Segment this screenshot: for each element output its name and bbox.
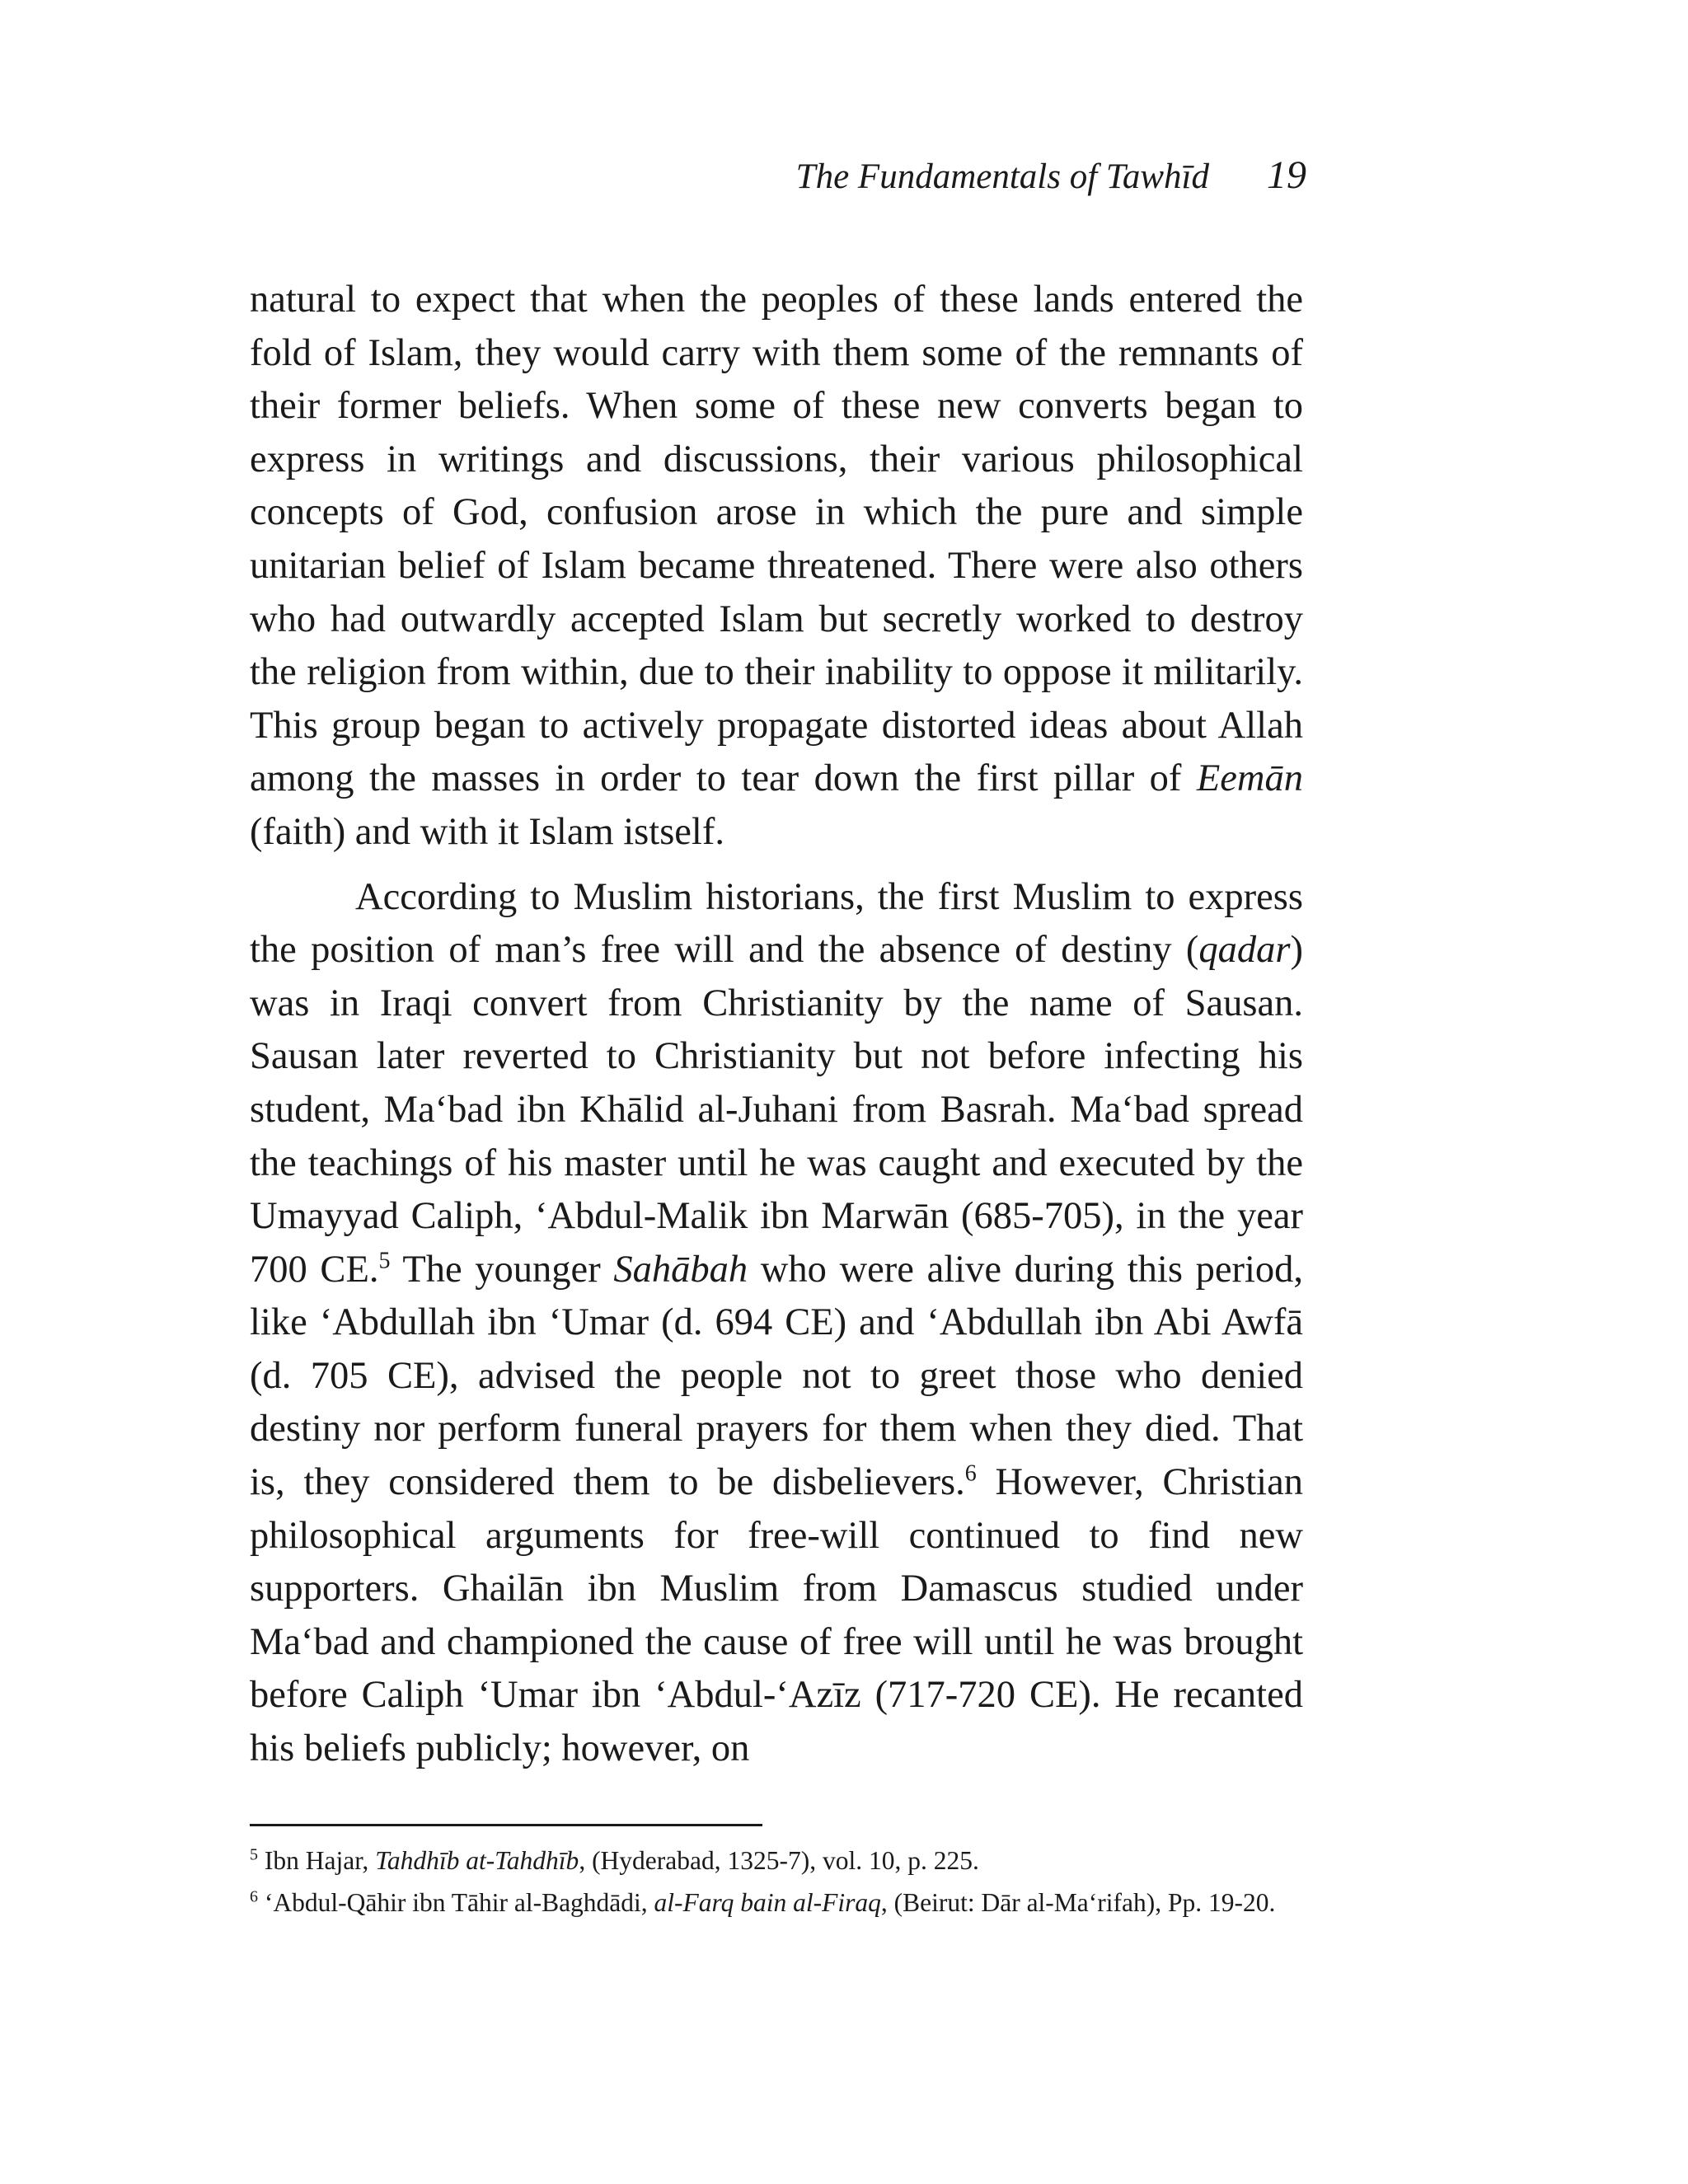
running-head <box>247 147 1306 204</box>
term-sahabah: Sahābah <box>613 1248 748 1291</box>
footnote-marker-5: 5 <box>250 1845 258 1864</box>
paragraph-2-text-a: According to Muslim historians, the first Muslim to express the position of man’s free will and the absence of destiny ( <box>250 875 1303 972</box>
term-eeman: Eemān <box>1196 757 1303 800</box>
footnote-6-text-a: ‘Abdul-Qāhir ibn Tāhir al-Baghdādi, <box>258 1888 654 1917</box>
footnote-marker-6: 6 <box>250 1887 258 1906</box>
paragraph-2-text-d: who were alive during this period, like ‘Abdullah ibn ‘Umar (d. 694 CE) and ‘Abdullah ibn Abi Awfā (d. 705 CE), advised the people not to greet those who denied destiny nor perform funeral prayers for them when they died. That is, they considered them to be disbelievers. <box>250 1248 1304 1504</box>
footnote-ref-6[interactable]: 6 <box>964 1460 977 1487</box>
paragraph-2-text-e: However, Christian philosophical arguments for free-will continued to find new supporters. Ghailān ibn Muslim from Damascus studied under Ma‘bad and championed the cause of free will until he was brought before Caliph ‘Umar ibn ‘Abdul-‘Azīz (717-720 CE). He recanted his beliefs publicly; however, on <box>250 1461 1303 1770</box>
footnote-5-title: Tahdhīb at-Tahdhīb <box>375 1846 579 1875</box>
footnote-5 <box>250 1840 1303 1882</box>
footnote-5-text-a: Ibn Hajar, <box>258 1846 376 1875</box>
body-text <box>250 274 1303 1776</box>
footnote-ref-5[interactable]: 5 <box>378 1248 391 1274</box>
footnote-divider <box>250 1824 762 1826</box>
page-number: 19 <box>1267 153 1306 197</box>
footnote-6 <box>250 1882 1303 1924</box>
term-qadar: qadar <box>1198 929 1291 972</box>
paragraph-2 <box>250 871 1303 1776</box>
footnote-6-text-b: , (Beirut: Dār al-Ma‘rifah), Pp. 19-20. <box>880 1888 1276 1917</box>
footnotes <box>250 1840 1303 1924</box>
running-title: The Fundamentals of Tawhīd <box>795 157 1209 196</box>
footnote-6-title: al-Farq bain al-Firaq <box>654 1888 881 1917</box>
paragraph-1-text-b: (faith) and with it Islam istself. <box>250 810 724 853</box>
paragraph-2-text-b: ) was in Iraqi convert from Christianity by the name of Sausan. Sausan later reverted to Christianity but not before infecting his student, Ma‘bad ibn Khālid al-Juhani from Basrah. Ma‘bad spread the teachings of his master until he was caught and executed by the Umayyad Caliph, ‘Abdul-Malik ibn Marwān (685-705), in the year 700 CE. <box>250 929 1303 1291</box>
paragraph-2-text-c: The younger <box>390 1248 614 1291</box>
paragraph-1-text-a: natural to expect that when the peoples of these lands entered the fold of Islam, they would carry with them some of the remnants of their former beliefs. When some of these new converts began to express in writings and discussions, their various philosophical concepts of God, confusion arose in which the pure and simple unitarian belief of Islam became threatened. There were also others who had outwardly accepted Islam but secretly worked to destroy the religion from within, due to their inability to oppose it militarily. This group began to actively propagate distorted ideas about Allah among the masses in order to tear down the first pillar of <box>250 279 1303 800</box>
footnote-5-text-b: , (Hyderabad, 1325-7), vol. 10, p. 225. <box>579 1846 979 1875</box>
paragraph-1 <box>250 274 1303 860</box>
